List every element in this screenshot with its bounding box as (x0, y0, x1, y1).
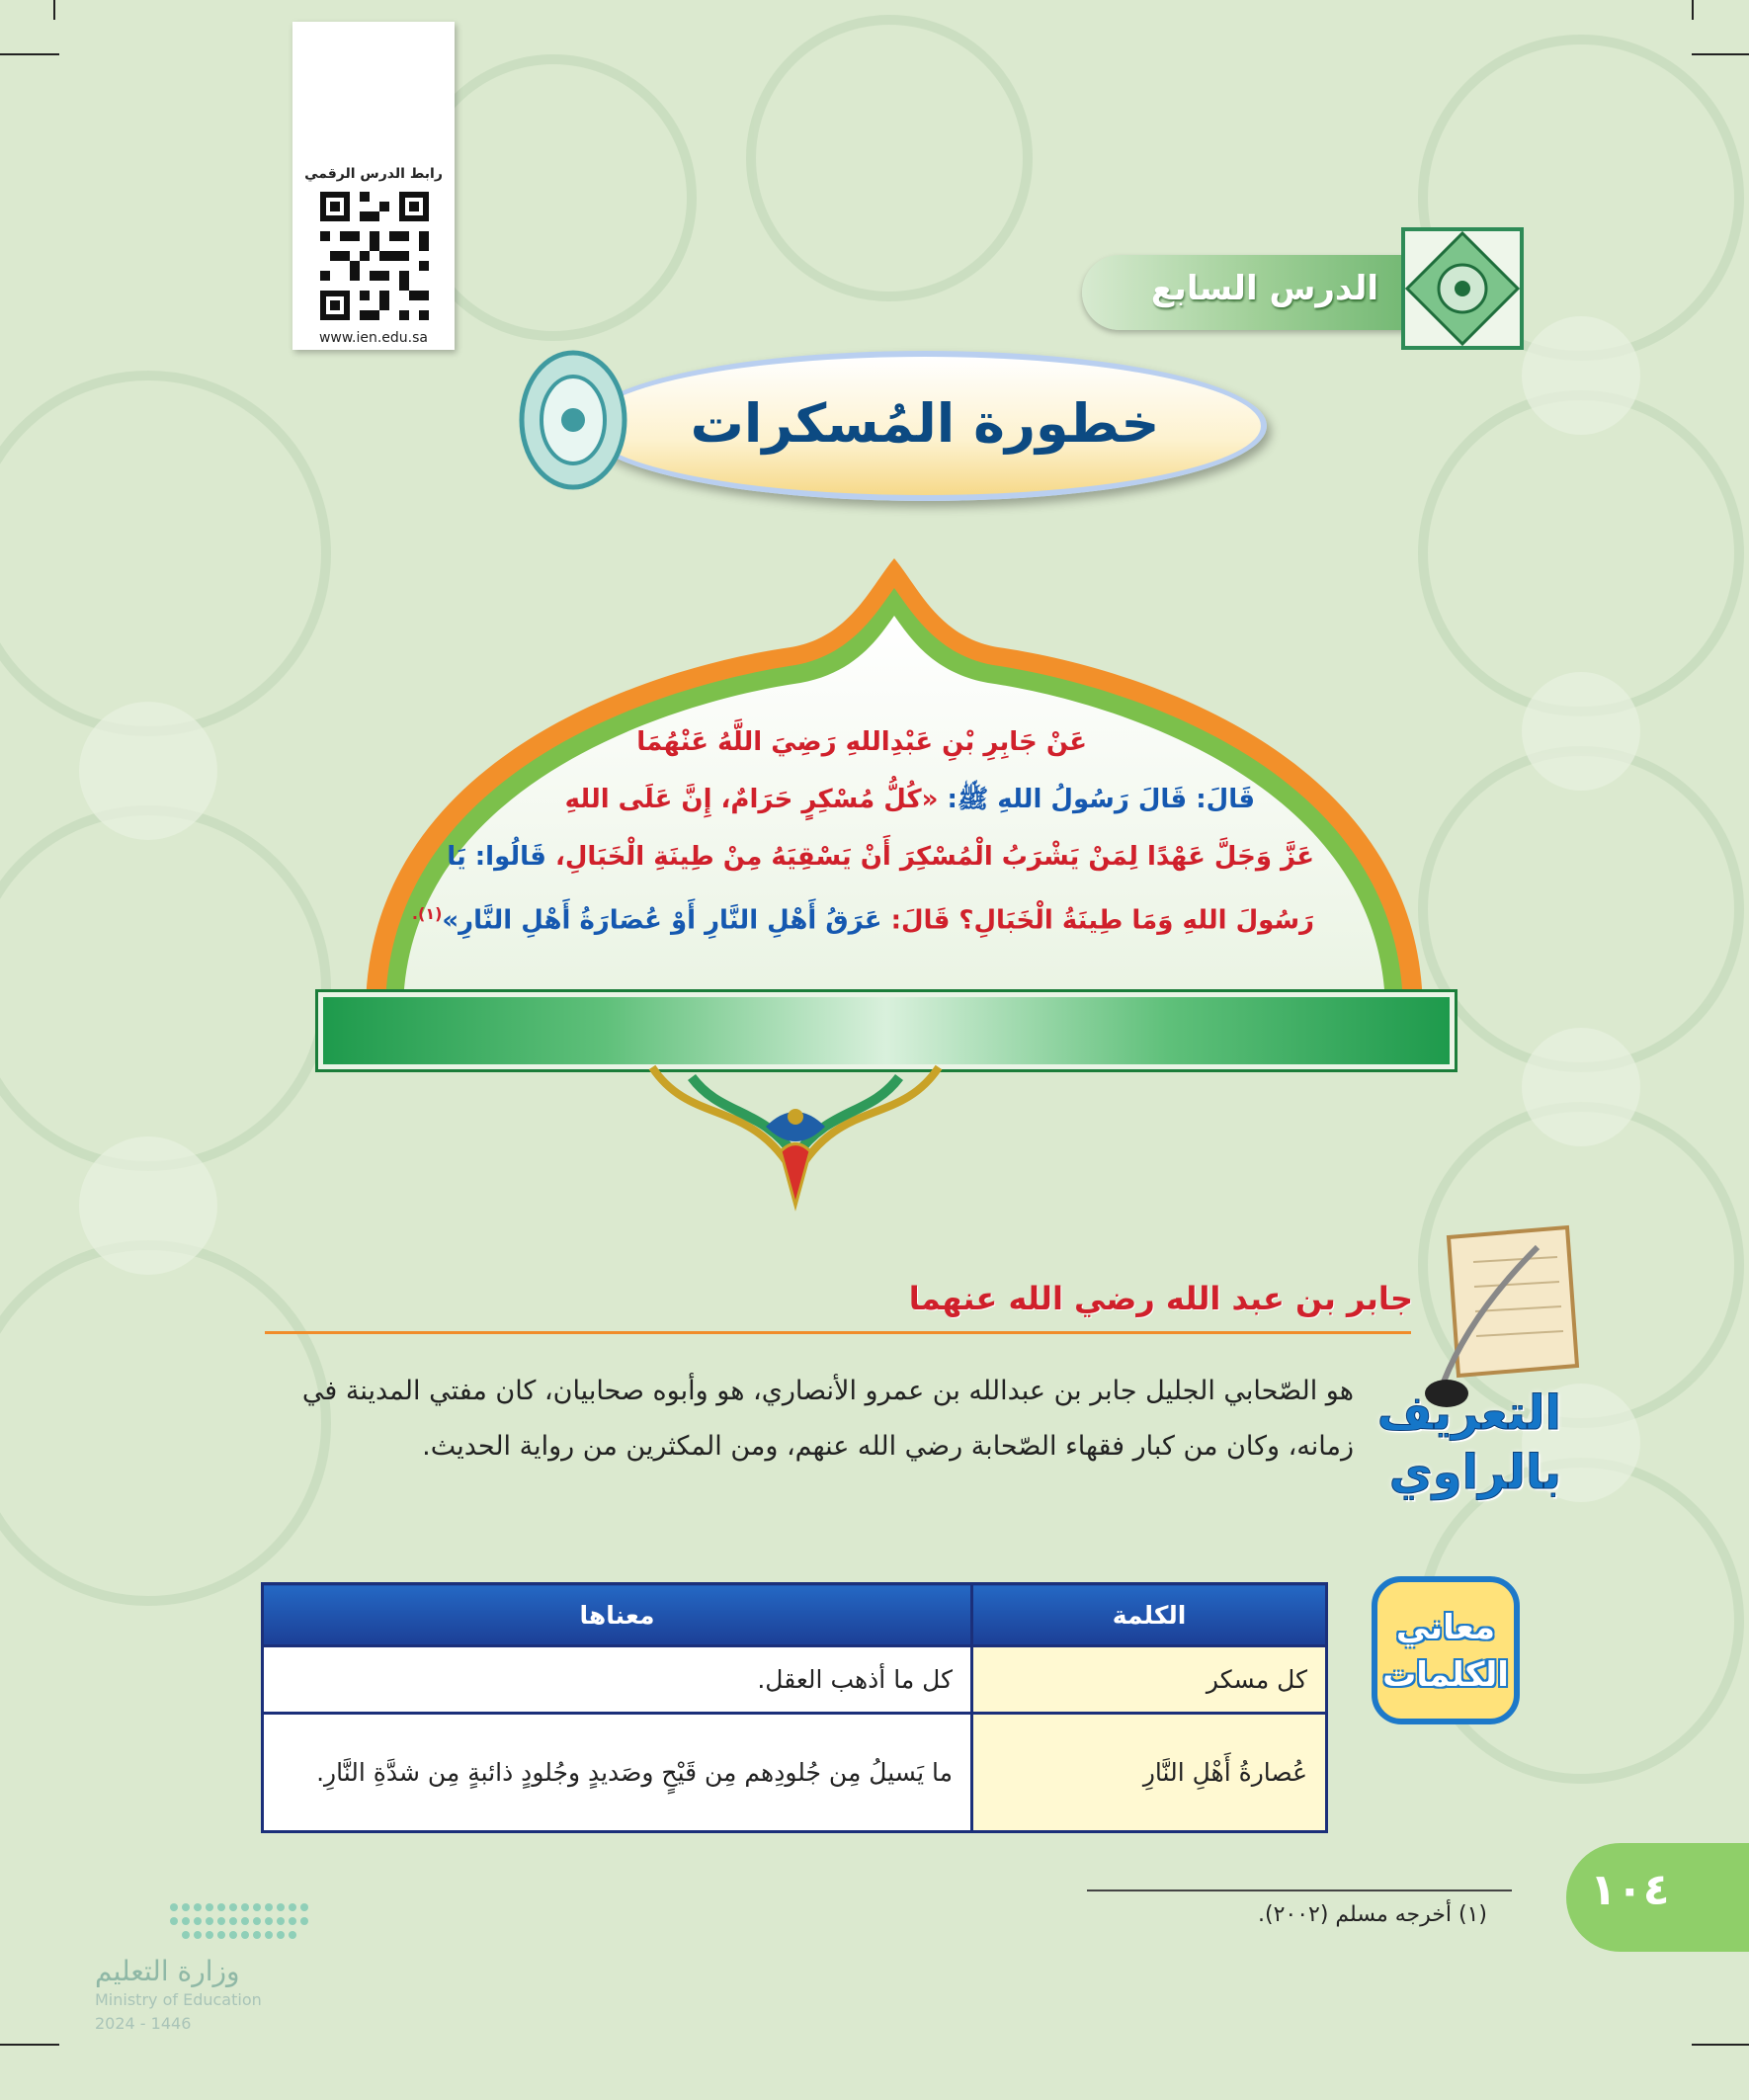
ministry-name-english: Ministry of Education (95, 1990, 262, 2009)
word-meanings-label (1372, 1576, 1520, 1724)
lesson-title-frame (583, 351, 1267, 501)
page-number-tab (1566, 1843, 1749, 1952)
narrator-biography: هو الصّحابي الجليل جابر بن عبدالله بن عمرو الأنصاري، هو وأبوه صحابيان، كان مفتي المدينة في زمانه، وكان من كبار فقهاء الصّحابة رضي الله عنهم، ومن المكثرين من رواية الحديث. (301, 1376, 1354, 1462)
ministry-name-arabic: وزارة التعليم (95, 1955, 240, 1987)
hadith-line (405, 771, 1314, 828)
edition-year: 2024 - 1446 (95, 2014, 192, 2033)
qr-url-link[interactable]: www.ien.edu.sa (318, 330, 429, 346)
hadith-line (405, 828, 1314, 885)
lesson-number-label: الدرس السابع (1150, 269, 1378, 308)
narrator-label-line: التعريف (1376, 1386, 1561, 1441)
header-word: الكلمة (972, 1584, 1327, 1646)
hadith-text-segment: قَالُوا: يَا (447, 842, 546, 872)
page-number: ١٠٤ (1590, 1865, 1670, 1915)
qr-code-icon[interactable] (320, 192, 429, 320)
hadith-narrator: عَنْ جَابِرِ بْنِ عَبْدِاللهِ رَضِيَ اللَّهُ عَنْهُمَا (636, 727, 1087, 757)
hadith-line (405, 885, 1314, 950)
lesson-title: خطورة المُسكرات (690, 392, 1160, 455)
word-meanings-label-line: الكلمات (1382, 1655, 1509, 1695)
hadith-text-segment: «كُلُّ مُسْكِرٍ حَرَامٌ، إِنَّ عَلَى اللهِ (564, 785, 939, 814)
header-meaning: معناها (263, 1584, 972, 1646)
word-cell: عُصارةُ أَهْلِ النَّارِ (972, 1714, 1327, 1832)
footnote-divider (1087, 1890, 1512, 1891)
hadith-text-segment: رَسُولَ اللهِ وَمَا طِينَةُ الْخَبَالِ؟ قَالَ: (881, 905, 1314, 936)
narrator-section-label (1376, 1384, 1561, 1502)
section-divider (265, 1331, 1411, 1334)
qr-label: رابط الدرس الرقمي (304, 166, 443, 182)
qr-card[interactable] (292, 22, 455, 350)
hadith-text-segment: قَالَ: قَالَ رَسُولُ اللهِ ﷺ: (938, 785, 1255, 814)
meaning-cell: ما يَسيلُ مِن جُلودِهم مِن قَيْحٍ وصَديدٍ وجُلودٍ ذائبةٍ مِن شدَّةِ النَّارِ. (263, 1714, 972, 1832)
table-row (263, 1714, 1327, 1832)
footnote: (١) أخرجه مسلم (٢٠٠٢). (1258, 1902, 1487, 1927)
footnote-reference[interactable]: (١). (411, 904, 443, 923)
hadith-text-segment: عَرَقُ أَهْلِ النَّارِ أَوْ عُصَارَةُ أَهْلِ النَّارِ» (442, 905, 882, 936)
lesson-ornament-icon (1393, 219, 1532, 358)
word-cell: كل مسكر (972, 1646, 1327, 1714)
word-meanings-label-line: معاني (1395, 1608, 1496, 1647)
ministry-logo-icon (95, 1897, 322, 1947)
narrator-label-line: بالراوي (1388, 1445, 1561, 1500)
meaning-cell: كل ما أذهب العقل. (263, 1646, 972, 1714)
word-meanings-table (261, 1582, 1328, 1833)
hadith-pendant-ornament-icon (632, 1057, 958, 1225)
table-header-row (263, 1584, 1327, 1646)
title-ornament-icon (514, 346, 632, 494)
table-row (263, 1646, 1327, 1714)
narrator-name: جابر بن عبد الله رضي الله عنهما (908, 1280, 1413, 1317)
hadith-line (405, 714, 1314, 771)
hadith-text-segment: عَزَّ وَجَلَّ عَهْدًا لِمَنْ يَشْرَبُ الْمُسْكِرَ أَنْ يَسْقِيَهُ مِنْ طِينَةِ الْخَبَالِ، (545, 842, 1314, 872)
